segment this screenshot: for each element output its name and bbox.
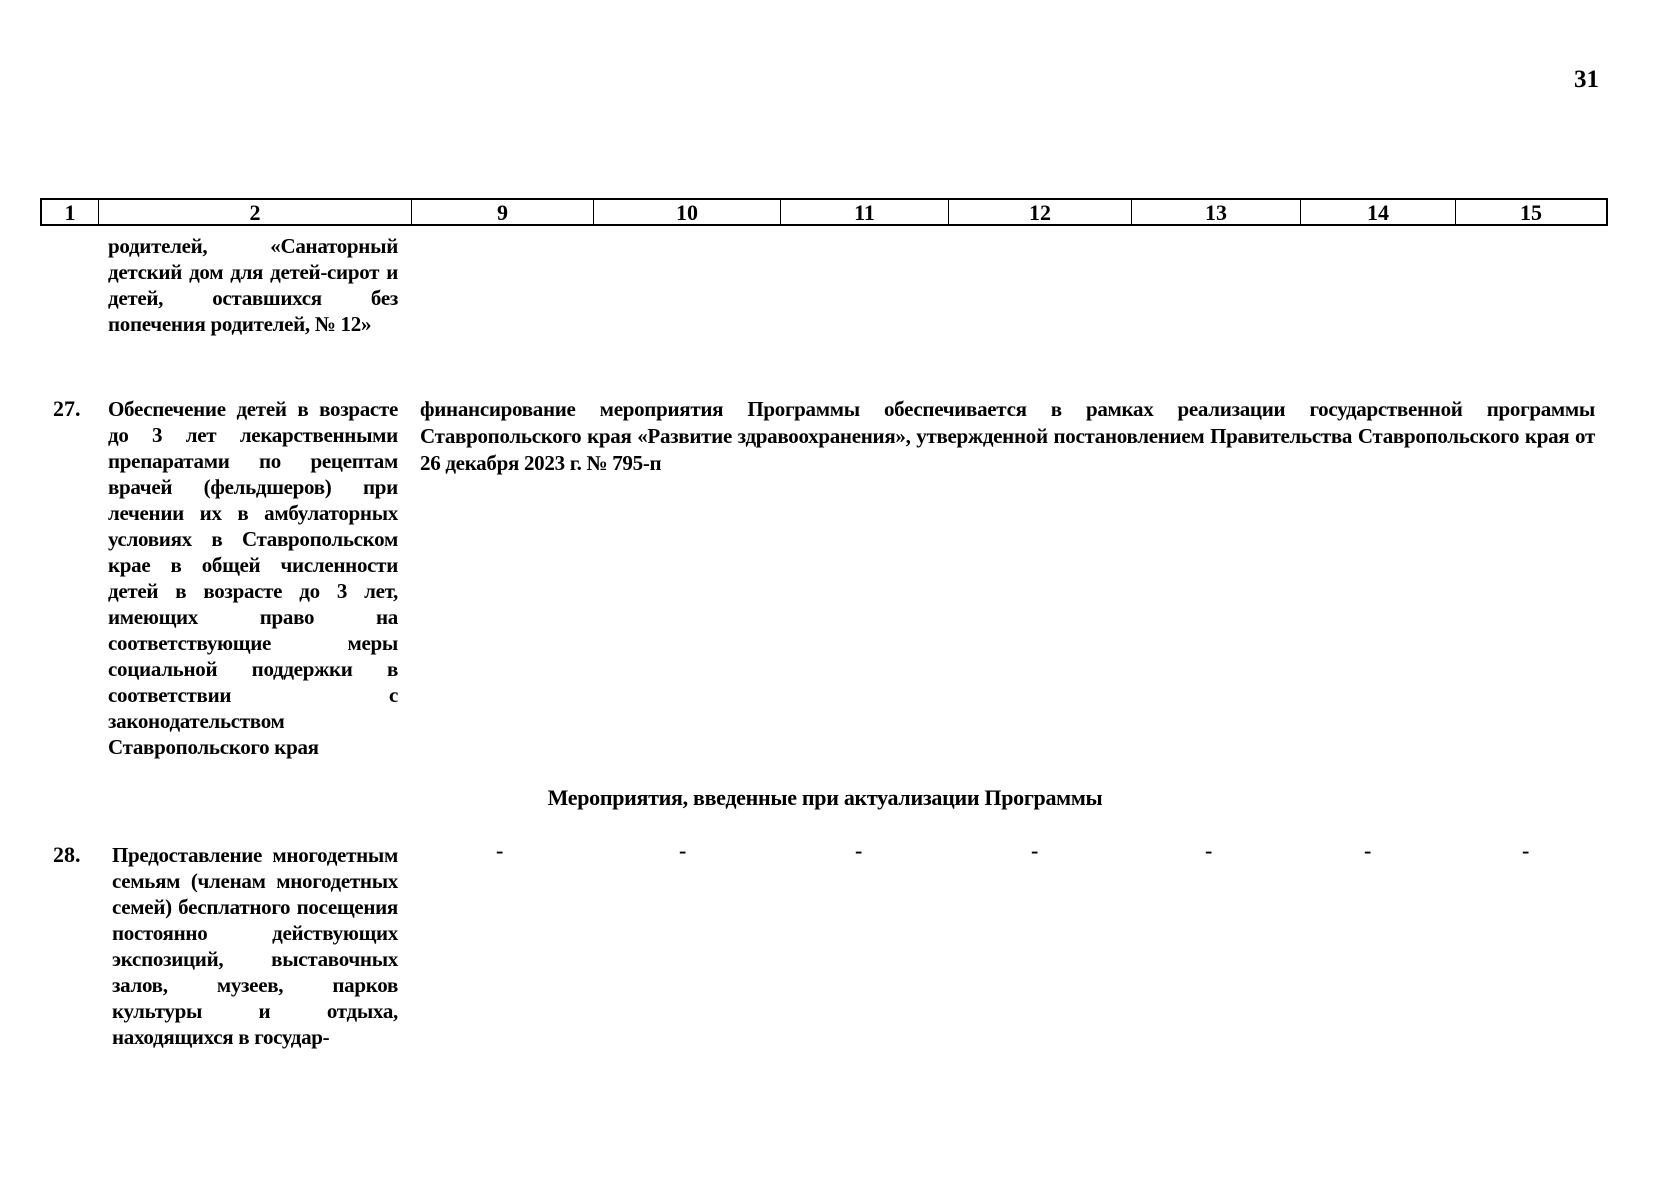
header-col-10: 10: [594, 200, 781, 224]
row-27-financing: финансирование мероприятия Программы обеспечивается в рамках реализации государственной программы Ставропольского края «Развитие здравоохранения», утвержденной постановлением Правительства Ставропольского края от 26 декабря 2023 г. № 795-п: [420, 397, 1595, 475]
header-col-12: 12: [949, 200, 1132, 224]
header-col-11: 11: [781, 200, 949, 224]
row-27-number: 27.: [53, 396, 81, 421]
page-number: 31: [1574, 66, 1599, 93]
row-28-col-15-value: -: [1522, 838, 1530, 863]
continuation-text: родителей, «Санаторный детский дом для детей-сирот и детей, оставшихся без попечения родителей, № 12»: [108, 234, 398, 336]
row-28-col-11-value: -: [855, 838, 863, 863]
header-col-9: 9: [412, 200, 594, 224]
row-27-description: Обеспечение детей в возрасте до 3 лет лекарственными препаратами по рецептам врачей (фельдшеров) при лечении их в амбулаторных условиях в Ставропольском крае в общей численности детей в возрасте до 3 лет, имеющих право на соответствующие меры социальной поддержки в соответствии с законодательством Ставропольского края: [108, 397, 398, 759]
table-header: [40, 198, 1608, 226]
header-col-2: 2: [99, 200, 412, 224]
header-col-14: 14: [1301, 200, 1456, 224]
header-col-13: 13: [1132, 200, 1301, 224]
row-28-description: Предоставление многодетным семьям (членам многодетных семей) бесплатного посещения постоянно действующих экспозиций, выставочных залов, музеев, парков культуры и отдыха, находящихся в государ-: [112, 843, 398, 1049]
row-28-col-12-value: -: [1031, 838, 1039, 863]
row-28-col-9-value: -: [496, 838, 504, 863]
row-28-number: 28.: [53, 842, 81, 867]
row-28-col-14-value: -: [1364, 838, 1372, 863]
header-col-15: 15: [1520, 200, 1542, 225]
section-title: Мероприятия, введенные при актуализации Программы: [547, 785, 1103, 810]
header-col-1: 1: [42, 200, 99, 224]
row-28-col-13-value: -: [1205, 838, 1213, 863]
row-28-col-10-value: -: [679, 838, 687, 863]
